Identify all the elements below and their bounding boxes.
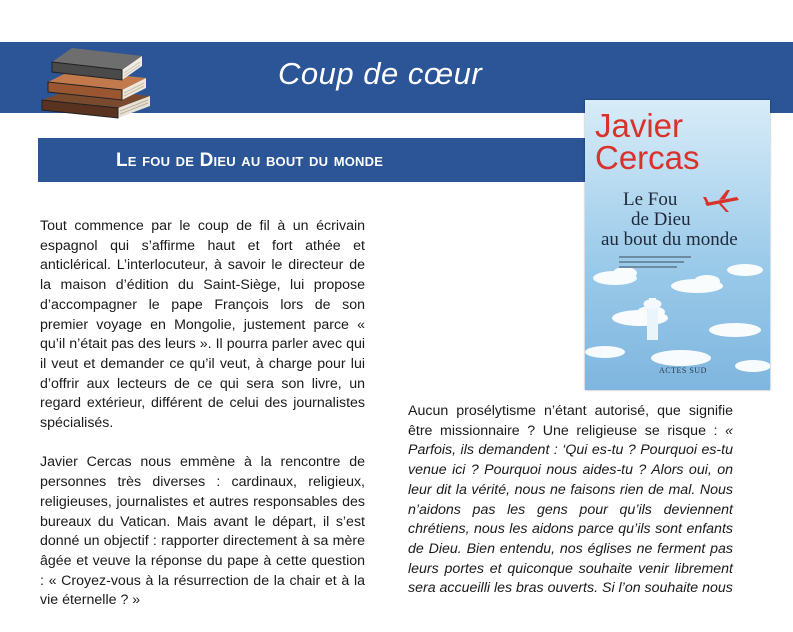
article-column-left [40,217,365,611]
paragraph-1: Tout commence par le coup de fil à un écrivain espagnol qui s’affirme haut et fort athée et anticlérical. L’interlocuteur, à savoir le directeur de la maison d’édition du Saint-Siège, lui propose d’accompagner le pape François lors de son premier voyage en Mongolie, justement parce « qu’il n’était pas des leurs ». Il pourra parler avec qui il veut et demander ce qu’il veut, à charge pour lui d’offrir aux lecteurs de ce qui sera son livre, un regard extérieur, différent de celui des journalistes spécialisés. [40,218,365,432]
book-cover [585,100,770,390]
paragraph-3 [408,402,733,599]
cover-author-first: Javier [595,107,684,144]
article-column-right [408,402,733,599]
paragraph-2: Javier Cercas nous emmène à la rencontre de personnes très diverses : cardinaux, religieux, religieuses, journalistes et autres responsables des bureaux du Vatican. Mais avant le départ, il s’est donné un objectif : rapporter directement à sa mère âgée et veuve la réponse du pape à cette question : « Croyez-vous à la résurrection de la chair et à la vie éternelle ? » [40,454,365,609]
paragraph-3-intro: Aucun prosélytisme n’étant autorisé, que signifie être missionnaire ? Une religieuse se risque : [408,403,733,439]
section-title: Coup de cœur [278,56,483,91]
cover-title-line3: au bout du monde [601,229,738,250]
cover-title-line1: Le Fou [623,189,678,210]
review-title: Le fou de Dieu au bout du monde [116,150,384,171]
cover-publisher: ACTES SUD [659,366,707,375]
books-stack-icon [38,38,156,120]
nun-quote: « Parfois, ils demandent : ‘Qui es-tu ? Pourquoi es-tu venue ici ? Pourquoi nous aides-tu ? Alors oui, on leur dit la vérité, nous ne faisons rien de mal. Nous n’aidons pas les gens pour qu’ils deviennent chrétiens, nous les aidons parce qu’ils sont enfants de Dieu. Bien entendu, nos églises ne ferment pas leurs portes et quiconque souhaite venir librement sera accueilli les bras ouverts. Si l’on souhaite nous [408,422,733,597]
cover-author-last: Cercas [595,139,700,176]
cover-small-text [619,256,691,268]
cover-title-line2: de Dieu [631,209,691,230]
